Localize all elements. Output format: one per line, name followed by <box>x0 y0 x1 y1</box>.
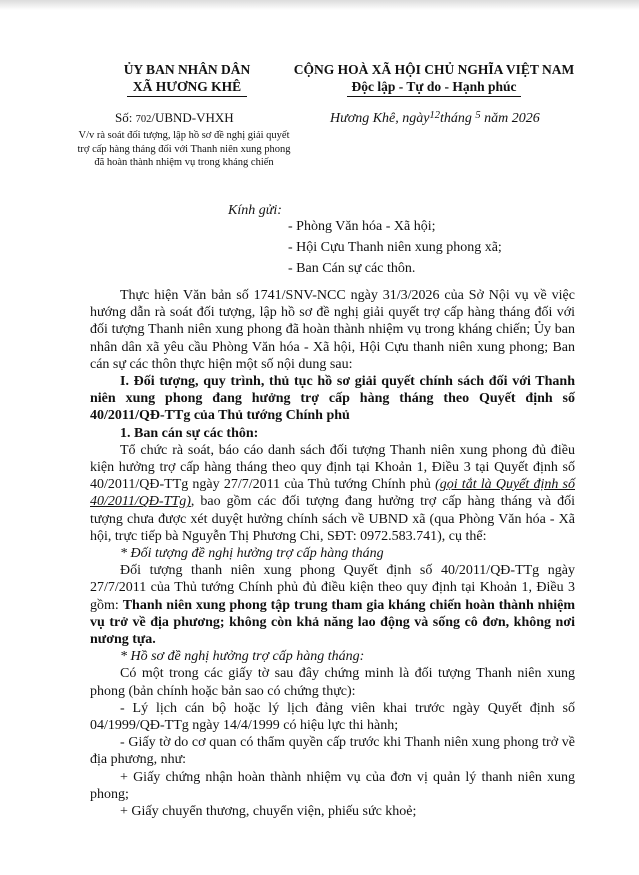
month-label: tháng <box>439 111 472 126</box>
date-month: 5 <box>475 110 481 121</box>
doc-number-prefix: Số: <box>115 110 133 125</box>
issuing-agency <box>97 62 277 97</box>
document-item: - Giấy tờ do cơ quan có thẩm quyền cấp trước khi Thanh niên xung phong trở về địa phương, như: <box>90 735 575 768</box>
eligibility-criteria: Thanh niên xung phong tập trung tham gia kháng chiến hoàn thành nhiệm vụ trở về địa phương; không còn khả năng lao động và sống cô đơn, không nơi nương tựa. <box>90 597 575 648</box>
recipient-item: - Phòng Văn hóa - Xã hội; <box>288 219 436 234</box>
document-body <box>90 287 575 820</box>
paragraph-village-tasks <box>90 442 575 545</box>
document-subitem: + Giấy chuyển thương, chuyển viện, phiếu sức khoẻ; <box>120 804 417 820</box>
paragraph-eligible-subjects <box>90 562 575 648</box>
national-motto: Độc lập - Tự do - Hạnh phúc <box>347 79 520 97</box>
agency-line-1: ỦY BAN NHÂN DÂN <box>123 62 251 77</box>
subsection-heading-1: 1. Ban cán sự các thôn: <box>120 425 259 441</box>
recipient-item: - Ban Cán sự các thôn. <box>288 261 416 276</box>
document-item: - Lý lịch cán bộ hoặc lý lịch đảng viên khai trước ngày Quyết định số 04/1999/QĐ-TTg ngày 14/4/1999 có hiệu lực thi hành; <box>90 700 575 734</box>
agency-line-2: XÃ HƯƠNG KHÊ <box>127 79 247 97</box>
section-heading-1: I. Đối tượng, quy trình, thủ tục hồ sơ giải quyết chính sách đối với Thanh niên xung phong đang hưởng trợ cấp hàng tháng theo Quyết định số 40/2011/QĐ-TTg của Thủ tướng Chính phủ <box>90 374 575 424</box>
abbreviation-note: (gọi tắt là Quyết định số 40/2011/QĐ-TTg) <box>90 477 575 510</box>
paragraph-text: Đối tượng thanh niên xung phong Quyết định số 40/2011/QĐ-TTg ngày 27/7/2011 của Thủ tướng Chính phủ đủ điều kiện theo quy định tại Khoản 1, Điều 3 gồm: <box>90 563 575 613</box>
doc-number-value: 702 <box>135 114 152 125</box>
recipient-list <box>288 216 502 279</box>
place-label: Hương Khê, ngày <box>330 111 430 126</box>
document-subject: V/v rà soát đối tượng, lập hồ sơ đề nghị giải quyết trợ cấp hàng tháng đối với Thanh niên xung phong đã hoàn thành nhiệm vụ trong kháng chiến <box>77 130 291 168</box>
paragraph-text: , bao gồm các đối tượng đang hưởng trợ cấp hàng tháng và đối tượng chưa được xét duyệt hưởng chính sách về UBND xã (qua Phòng Văn hóa - Xã hội, trực tiếp bà Nguyễn Thị Phương Chi, SĐT: 0972.583.741), cụ thể: <box>90 494 575 544</box>
national-header <box>286 62 582 97</box>
date-day: 12 <box>429 110 440 121</box>
paragraph-text: Tổ chức rà soát, báo cáo danh sách đối tượng Thanh niên xung phong đủ điều kiện hưởng trợ cấp hàng tháng theo quy định tại Khoản 1, Điều 3 tại Quyết định số 40/2011/QĐ-TTg ngày 27/7/2011 của Thủ tướng Chính phủ <box>90 442 575 493</box>
document-number <box>115 110 234 126</box>
intro-paragraph: Thực hiện Văn bản số 1741/SNV-NCC ngày 31/3/2026 của Sở Nội vụ về việc hướng dẫn rà soát đối tượng, lập hồ sơ đề nghị giải quyết trợ cấp hàng tháng đối với đối tượng Thanh niên xung phong đã hoàn thành nhiệm vụ trong kháng chiến; Ủy ban nhân dân xã yêu cầu Phòng Văn hóa - Xã hội, Hội Cựu thanh niên xung phong; Ban cán sự các thôn thực hiện một số nội dung sau: <box>90 288 575 372</box>
year-label: năm 2026 <box>484 111 540 126</box>
doc-number-suffix: /UBND-VHXH <box>151 110 234 125</box>
place-and-date <box>330 110 540 127</box>
nation-name: CỘNG HOÀ XÃ HỘI CHỦ NGHĨA VIỆT NAM <box>293 62 575 77</box>
heading-eligible-subjects: * Đối tượng đề nghị hưởng trợ cấp hàng tháng <box>120 546 384 562</box>
paragraph-documents-intro: Có một trong các giấy tờ sau đây chứng minh là đối tượng Thanh niên xung phong (bản chính hoặc bản sao có chứng thực): <box>90 666 575 699</box>
recipient-item: - Hội Cựu Thanh niên xung phong xã; <box>288 240 502 255</box>
page-edge-shadow <box>0 0 639 10</box>
heading-required-documents: * Hồ sơ đề nghị hưởng trợ cấp hàng tháng: <box>120 649 365 665</box>
document-subitem: + Giấy chứng nhận hoàn thành nhiệm vụ của đơn vị quản lý thanh niên xung phong; <box>90 769 575 802</box>
recipient-label: Kính gửi: <box>228 203 282 218</box>
